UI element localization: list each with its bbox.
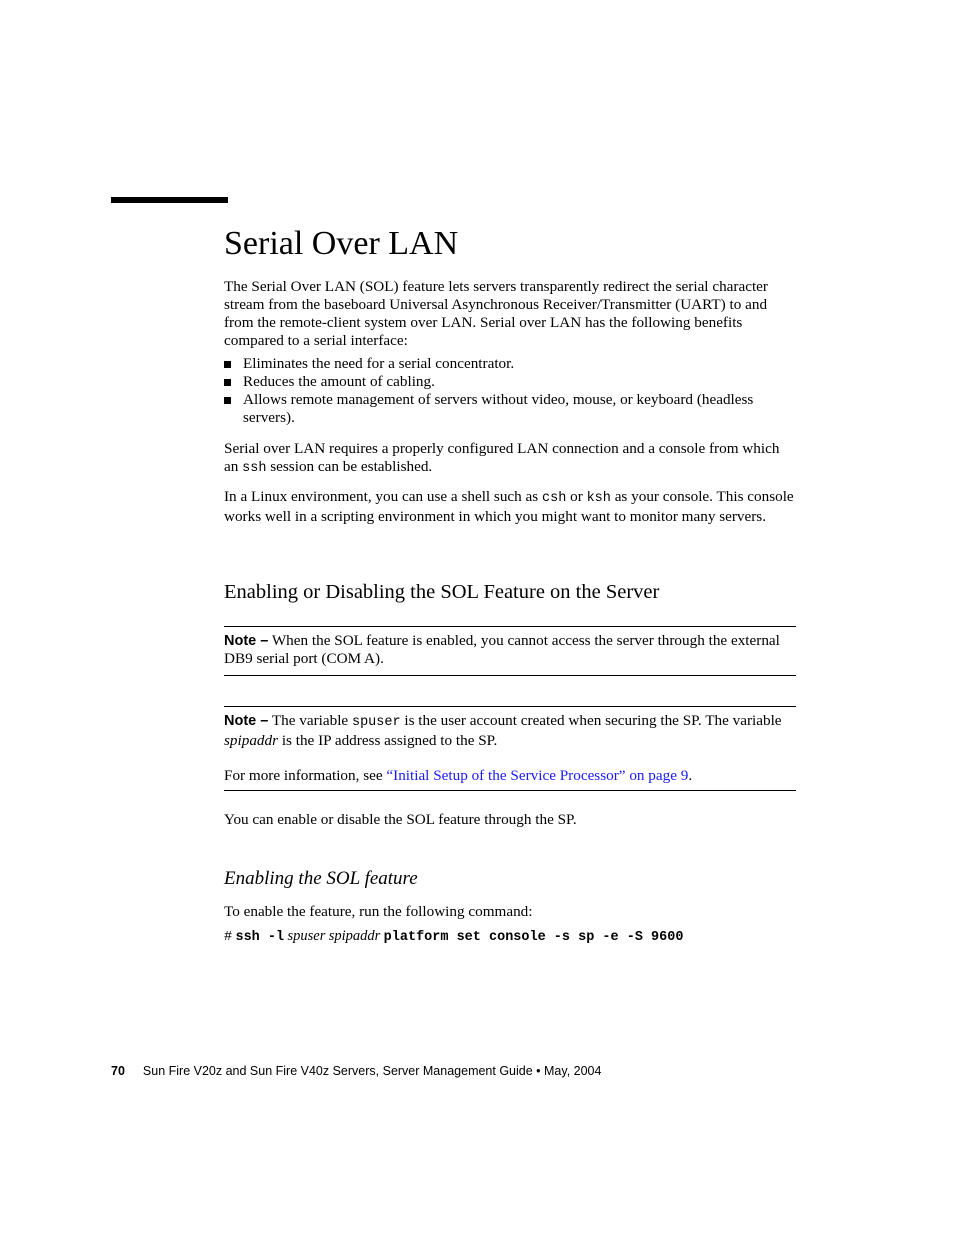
procedure-intro: To enable the feature, run the following command: [224,903,533,920]
note-divider [224,626,796,627]
bullet-icon [224,361,231,368]
cross-reference-link[interactable]: “Initial Setup of the Service Processor” on page 9 [386,767,689,784]
intro-paragraph [224,278,796,350]
inline-variable: spipaddr [224,732,279,749]
list-item: Allows remote management of servers without video, mouse, or keyboard (headless servers). [224,391,796,427]
page-title: Serial Over LAN [224,225,459,262]
section-heading: Enabling or Disabling the SOL Feature on the Server [224,581,660,603]
bullet-icon [224,397,231,404]
note-label: Note – [224,713,269,729]
page-footer [111,1063,601,1079]
command-text: ssh -l [235,930,285,945]
inline-code: spuser [351,715,401,730]
bullet-icon [224,379,231,386]
page-number: 70 [111,1064,125,1078]
command-argument: spuser [287,928,326,944]
note-divider [224,706,796,707]
footer-text: Sun Fire V20z and Sun Fire V40z Servers, Server Management Guide • May, 2004 [142,1064,602,1078]
benefits-list [224,355,796,427]
list-item: Reduces the amount of cabling. [224,373,796,391]
note-com-port: Note – When the SOL feature is enabled, you cannot access the server through the external DB9 serial port (COM A). [224,632,780,667]
intro-text: The Serial Over LAN (SOL) feature lets servers transparently redirect the serial character stream from the baseboard Universal Asynchronous Receiver/Transmitter (UART) to and from the remote-client system over LAN. Serial over LAN has the following benefits compared to a serial interface: [224,278,768,349]
inline-code: csh [542,491,567,506]
note-label: Note – [224,633,269,649]
list-item: Eliminates the need for a serial concentrator. [224,355,796,373]
command-text: platform set console -s sp -e -S 9600 [383,930,684,945]
inline-code: ksh [586,491,611,506]
command-prompt: # [224,930,233,945]
inline-code: ssh [242,461,267,476]
linux-console-paragraph: In a Linux environment, you can use a shell such as csh or ksh as your console. This console works well in a scripting environment in which you might want to monitor many servers. [224,488,794,525]
lan-requirement-paragraph: Serial over LAN requires a properly configured LAN connection and a console from which an ssh session can be established. [224,440,780,476]
chapter-rule [111,197,228,203]
procedure-heading: Enabling the SOL feature [224,868,418,889]
note-divider [224,790,796,791]
command-argument: spipaddr [328,928,381,944]
note-variables: Note – The variable spuser is the user account created when securing the SP. The variable spipaddr is the IP address assigned to the SP. For more information, see “Initial Setup of the Service Processor” on page 9. [224,712,782,784]
note-divider [224,675,796,676]
sp-paragraph: You can enable or disable the SOL feature through the SP. [224,811,577,828]
command-line [224,927,683,947]
